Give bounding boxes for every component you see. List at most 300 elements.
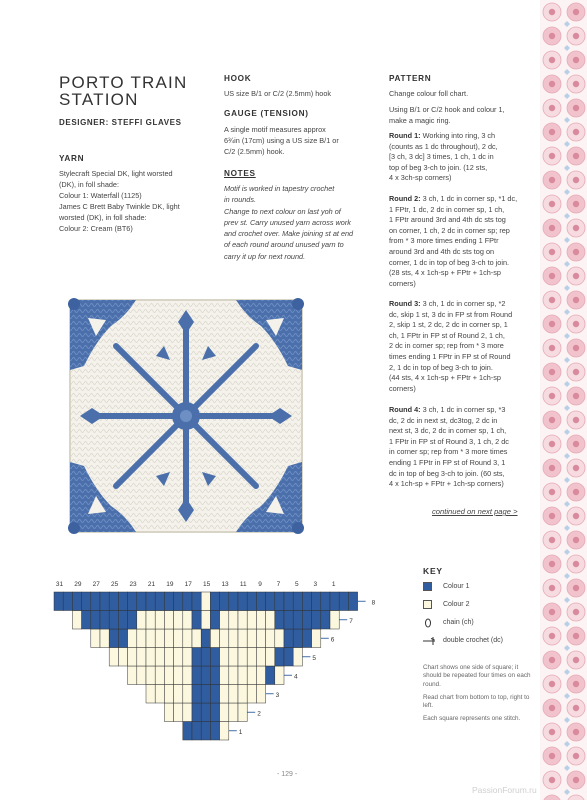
border-diamond <box>564 165 570 171</box>
yarn-line: Stylecraft Special DK, light worsted <box>59 169 173 178</box>
chart-cell <box>118 648 127 667</box>
chart-cell <box>220 611 229 630</box>
chart-cell <box>201 685 210 704</box>
row-number: 1 <box>238 728 243 736</box>
chart-cell <box>174 703 183 722</box>
yarn-line: James C Brett Baby Twinkle DK, light <box>59 202 180 211</box>
border-flower-center <box>549 321 555 327</box>
chart-cell <box>137 629 146 648</box>
border-diamond <box>564 597 570 603</box>
chart-cell <box>229 611 238 630</box>
chart-cell <box>339 592 348 611</box>
border-flower-center <box>549 561 555 567</box>
chart-cell <box>210 666 219 685</box>
round-line: 2, skip 1 st, 2 dc, 2 dc in corner sp, 1 <box>389 320 508 330</box>
border-diamond <box>564 309 570 315</box>
border-flower-center <box>573 153 579 159</box>
border-flower-center <box>573 633 579 639</box>
chart-cell <box>137 648 146 667</box>
chart-cell <box>284 592 293 611</box>
chart-cell <box>146 611 155 630</box>
round-line: dc in top of beg 3-ch to join. (60 sts, <box>389 468 505 478</box>
pattern-intro-line: make a magic ring. <box>389 116 451 125</box>
border-diamond <box>564 453 570 459</box>
chart-cell <box>210 592 219 611</box>
border-flower-center <box>573 609 579 615</box>
chart-cell <box>155 648 164 667</box>
gauge-text <box>224 124 384 157</box>
chart-cell <box>238 648 247 667</box>
round-line: around 3rd and 4th dc sts tog on <box>389 246 495 256</box>
chart-cell <box>118 629 127 648</box>
chart-cell <box>293 648 302 667</box>
chart-cell <box>137 611 146 630</box>
round-line: [3 ch, 3 dc] 3 times, 1 ch, 1 dc in <box>389 152 494 162</box>
yarn-text <box>59 168 219 234</box>
chart-cell <box>229 685 238 704</box>
border-flower-center <box>573 441 579 447</box>
round-line: in corner sp; rep from * 3 more times <box>389 447 508 457</box>
chart-cell <box>293 611 302 630</box>
border-diamond <box>564 765 570 771</box>
chart-cell <box>284 648 293 667</box>
border-flower-center <box>573 393 579 399</box>
border-flower-center <box>549 465 555 471</box>
border-flower-center <box>549 105 555 111</box>
chart-cell <box>330 592 339 611</box>
column-number: 25 <box>111 581 119 588</box>
chart-cell <box>63 592 72 611</box>
notes-line: Change to next colour on last yoh of <box>224 206 341 216</box>
chart-cell <box>256 666 265 685</box>
chart-cell <box>210 611 219 630</box>
chart-cell <box>192 703 201 722</box>
chart-cell <box>146 592 155 611</box>
border-diamond <box>564 237 570 243</box>
border-flower-center <box>549 369 555 375</box>
key-label: Colour 1 <box>443 583 470 590</box>
border-flower-center <box>573 561 579 567</box>
notes-line: carry it up for next round. <box>224 251 306 261</box>
chart-cell <box>54 592 63 611</box>
chart-cell <box>183 592 192 611</box>
chart-cell <box>210 685 219 704</box>
round-label: Round 2: <box>389 194 421 203</box>
chart-cell <box>100 592 109 611</box>
chain-icon <box>424 618 432 628</box>
chart-cell <box>220 629 229 648</box>
border-flower-center <box>549 201 555 207</box>
chart-cell <box>128 592 137 611</box>
round-line: 2, 1 dc in top of beg 3-ch to join. <box>389 362 493 372</box>
border-flower-center <box>549 417 555 423</box>
border-flower-center <box>573 249 579 255</box>
chart-cell <box>201 722 210 741</box>
round-line: top of beg 3-ch to join. (12 sts, <box>389 162 488 172</box>
border-diamond <box>564 573 570 579</box>
border-flower-center <box>573 777 579 783</box>
chart-cell <box>109 629 118 648</box>
border-flower-center <box>549 585 555 591</box>
round-label: Round 1: <box>389 131 421 140</box>
chart-cell <box>229 629 238 648</box>
column-number: 31 <box>55 581 64 588</box>
chart-cell <box>109 592 118 611</box>
pattern-intro-line: Using B/1 or C/2 hook and colour 1, <box>389 105 505 114</box>
border-flower-center <box>549 33 555 39</box>
chart-cell <box>174 611 183 630</box>
chart-cell <box>201 648 210 667</box>
chart-cell <box>91 592 100 611</box>
title-line: PORTO TRAIN <box>59 73 188 92</box>
border-flower-center <box>573 273 579 279</box>
chart-cell <box>238 703 247 722</box>
border-diamond <box>564 141 570 147</box>
border-diamond <box>564 525 570 531</box>
border-flower-center <box>549 729 555 735</box>
border-diamond <box>564 261 570 267</box>
decorative-border <box>540 0 587 800</box>
border-flower-center <box>573 9 579 15</box>
border-flower-center <box>573 225 579 231</box>
border-flower-center <box>549 57 555 63</box>
notes-text <box>224 183 384 262</box>
row-number: 8 <box>371 599 376 607</box>
round-line: dc, skip 1 st, 3 dc in FP st from Round <box>389 309 513 319</box>
chart-cell <box>220 703 229 722</box>
border-flower-center <box>549 81 555 87</box>
round-line: ch, 1 FPtr in FP st of Round 2, 1 ch, <box>389 330 505 340</box>
border-flower-center <box>549 9 555 15</box>
round-line: dc, 2 dc in next st, dc3tog, 2 dc in <box>389 415 498 425</box>
round-3 <box>389 299 537 394</box>
border-flower-center <box>573 705 579 711</box>
border-flower-center <box>549 393 555 399</box>
key-label: chain (ch) <box>443 619 474 626</box>
chart-cell <box>91 611 100 630</box>
round-line: next st, 3 dc, 2 dc in corner sp, 1 ch, <box>389 426 507 436</box>
chart-cell <box>201 611 210 630</box>
border-flower-center <box>573 321 579 327</box>
chart-cell <box>220 592 229 611</box>
chart-cell <box>164 685 173 704</box>
border-flower-center <box>573 33 579 39</box>
border-flower-center <box>573 345 579 351</box>
chart-cell <box>192 611 201 630</box>
chart-cell <box>210 722 219 741</box>
chart-cell <box>247 666 256 685</box>
chart-cell <box>229 703 238 722</box>
chart-cell <box>183 703 192 722</box>
chart-cell <box>266 666 275 685</box>
column-number: 5 <box>295 581 299 588</box>
chart-cell <box>72 611 81 630</box>
round-line: 1 FPtr, 1 dc, 2 dc in corner sp, 1 ch, <box>389 204 505 214</box>
border-flower-center <box>549 153 555 159</box>
key-heading: KEY <box>423 566 443 576</box>
round-label: Round 4: <box>389 405 421 414</box>
chart-cell <box>312 611 321 630</box>
round-line: 3 ch, 1 dc in corner sp, *1 dc, <box>420 194 518 203</box>
chart-cell <box>146 648 155 667</box>
border-flower-center <box>573 753 579 759</box>
chart-cell <box>155 666 164 685</box>
border-diamond <box>564 285 570 291</box>
border-flower-center <box>549 705 555 711</box>
yarn-line: (DK), in foll shade: <box>59 180 120 189</box>
chart-cell <box>128 666 137 685</box>
border-flower-center <box>573 537 579 543</box>
chart-cell <box>91 629 100 648</box>
chart-cell <box>284 629 293 648</box>
border-flower-center <box>573 489 579 495</box>
chart-cell <box>155 592 164 611</box>
gauge-line: A single motif measures approx <box>224 125 326 134</box>
chart-cell <box>275 611 284 630</box>
chart-cell <box>275 666 284 685</box>
notes-line: in rounds. <box>224 195 257 205</box>
chart-cell <box>72 592 81 611</box>
chart-cell <box>192 629 201 648</box>
border-flower-center <box>549 177 555 183</box>
round-line: corners) <box>389 383 416 393</box>
chart-cell <box>330 611 339 630</box>
chart-cell <box>128 648 137 667</box>
chart-cell <box>164 592 173 611</box>
border-flower-center <box>573 105 579 111</box>
border-diamond <box>564 45 570 51</box>
round-line: (counts as 1 dc throughout), 2 dc, <box>389 141 498 151</box>
chart-cell <box>192 685 201 704</box>
continued-link[interactable]: continued on next page > <box>432 507 518 516</box>
border-diamond <box>564 333 570 339</box>
chart-cell <box>201 629 210 648</box>
round-line: 2 dc in corner sp; rep from * 3 more <box>389 341 504 351</box>
chart-cell <box>238 666 247 685</box>
chart-cell <box>100 611 109 630</box>
round-2 <box>389 194 537 289</box>
round-line: Working into ring, 3 ch <box>420 131 496 140</box>
border-flower-center <box>549 537 555 543</box>
border-flower <box>543 795 561 800</box>
border-flower-center <box>573 681 579 687</box>
chart-cell <box>210 703 219 722</box>
border-diamond <box>564 741 570 747</box>
colour-1-swatch <box>423 582 432 591</box>
stitch-chart <box>40 574 380 744</box>
chart-cell <box>109 648 118 667</box>
chart-cell <box>312 592 321 611</box>
border-flower-center <box>573 297 579 303</box>
border-flower-center <box>573 465 579 471</box>
chart-cell <box>174 685 183 704</box>
border-diamond <box>564 93 570 99</box>
chart-cell <box>183 629 192 648</box>
crochet-square-photo <box>66 296 306 541</box>
notes-line: and crochet over. Make joining st at end <box>224 229 354 239</box>
chart-cell <box>348 592 357 611</box>
yarn-line: Colour 2: Cream (BT6) <box>59 224 133 233</box>
gauge-line: 6¾in (17cm) using a US size B/1 or <box>224 136 339 145</box>
chart-cell <box>220 685 229 704</box>
colour-2-swatch <box>423 600 432 609</box>
border-flower-center <box>549 489 555 495</box>
row-number: 7 <box>349 617 353 625</box>
chart-cell <box>118 592 127 611</box>
border-flower-center <box>573 729 579 735</box>
chart-cell <box>174 592 183 611</box>
round-line: 3 ch, 1 dc in corner sp, *2 <box>420 299 506 308</box>
round-line: on corner, 1 ch, 2 dc in corner sp; rep <box>389 225 510 235</box>
chart-cell <box>164 611 173 630</box>
page-number: - 129 - <box>277 771 298 778</box>
chart-cell <box>183 666 192 685</box>
border-diamond <box>564 669 570 675</box>
border-flower-center <box>549 777 555 783</box>
pattern-intro-1: Change colour foll chart. <box>389 89 469 98</box>
chart-cell <box>256 592 265 611</box>
chart-cell <box>146 685 155 704</box>
border-flower <box>567 795 585 800</box>
chart-cell <box>82 592 91 611</box>
chart-cell <box>155 629 164 648</box>
column-number: 19 <box>166 581 174 588</box>
chart-cell <box>238 629 247 648</box>
chart-cell <box>266 592 275 611</box>
chart-cell <box>210 629 219 648</box>
column-number: 1 <box>331 581 336 588</box>
chart-cell <box>266 629 275 648</box>
chart-cell <box>210 648 219 667</box>
chart-cell <box>302 611 311 630</box>
chart-cell <box>183 648 192 667</box>
chart-cell <box>201 592 210 611</box>
page-title <box>59 74 209 108</box>
border-flower-center <box>549 441 555 447</box>
chart-cell <box>118 611 127 630</box>
yarn-line: worsted (DK), in foll shade: <box>59 213 147 222</box>
chart-cell <box>146 629 155 648</box>
border-flower-center <box>549 249 555 255</box>
border-flower-center <box>573 369 579 375</box>
round-line: 4 x 3ch-sp corners) <box>389 173 452 183</box>
row-number: 3 <box>275 691 280 699</box>
pattern-heading: PATTERN <box>389 74 432 83</box>
border-flower-center <box>573 129 579 135</box>
border-flower-center <box>549 681 555 687</box>
chart-cell <box>192 648 201 667</box>
chart-cell <box>220 722 229 741</box>
round-line: times ending 1 FPtr in FP st of Round <box>389 351 511 361</box>
border-diamond <box>564 429 570 435</box>
chart-cell <box>201 666 210 685</box>
chart-cell <box>275 629 284 648</box>
border-diamond <box>564 357 570 363</box>
round-label: Round 3: <box>389 299 421 308</box>
key-note-3: Each square represents one stitch. <box>423 715 521 722</box>
round-line: corner, 1 dc in top of beg 3-ch to join. <box>389 257 510 267</box>
yarn-heading: YARN <box>59 154 85 163</box>
border-diamond <box>564 69 570 75</box>
chart-cell <box>183 722 192 741</box>
gauge-heading: GAUGE (TENSION) <box>224 109 309 118</box>
chart-cell <box>275 592 284 611</box>
chart-cell <box>247 648 256 667</box>
column-number: 13 <box>221 581 229 588</box>
chart-cell <box>183 611 192 630</box>
chart-cell <box>302 629 311 648</box>
chart-cell <box>238 592 247 611</box>
row-number: 5 <box>312 654 317 662</box>
key-note-2: Read chart from bottom to top, right to left. <box>423 694 530 710</box>
border-flower-center <box>573 57 579 63</box>
chart-cell <box>192 722 201 741</box>
round-line: from * 3 more times ending 1 FPtr <box>389 236 499 246</box>
round-line: corners) <box>389 278 416 288</box>
chart-cell <box>174 666 183 685</box>
chart-cell <box>238 685 247 704</box>
chart-cell <box>321 592 330 611</box>
chart-cell <box>256 685 265 704</box>
chart-cell <box>247 592 256 611</box>
chart-cell <box>128 629 137 648</box>
border-diamond <box>564 381 570 387</box>
round-line: 4 x 1ch-sp + FPtr + 1ch-sp corners) <box>389 479 504 489</box>
chart-cell <box>275 648 284 667</box>
border-diamond <box>564 213 570 219</box>
column-number: 23 <box>129 581 137 588</box>
notes-line: of each round around unused yarn to <box>224 240 344 250</box>
notes-heading: NOTES <box>224 169 256 178</box>
chart-cell <box>220 648 229 667</box>
chart-cell <box>220 666 229 685</box>
chart-cell <box>174 648 183 667</box>
border-diamond <box>564 789 570 795</box>
chart-cell <box>155 685 164 704</box>
chart-cell <box>229 666 238 685</box>
round-4 <box>389 405 537 490</box>
chart-cell <box>247 685 256 704</box>
chart-cell <box>284 611 293 630</box>
round-line: ending 1 FPtr in FP st of Round 3, 1 <box>389 457 506 467</box>
border-flower-center <box>573 585 579 591</box>
border-flower-center <box>573 81 579 87</box>
border-flower-center <box>549 129 555 135</box>
chart-cell <box>238 611 247 630</box>
border-flower-center <box>573 201 579 207</box>
border-flower-center <box>549 297 555 303</box>
border-diamond <box>564 645 570 651</box>
chart-cell <box>229 648 238 667</box>
chart-cell <box>256 611 265 630</box>
key-note-1: Chart shows one side of square; it should be repeated four times on each round. <box>423 664 531 688</box>
border-flower-center <box>573 177 579 183</box>
column-number: 21 <box>147 581 156 588</box>
column-number: 9 <box>258 581 262 588</box>
designer-credit: DESIGNER: STEFFI GLAVES <box>59 118 182 127</box>
border-flower-center <box>549 633 555 639</box>
border-flower-center <box>573 513 579 519</box>
chart-cell <box>82 611 91 630</box>
round-line: (28 sts, 4 x 1ch-sp + FPtr + 1ch-sp <box>389 268 501 278</box>
round-1 <box>389 131 537 184</box>
pattern-intro-2 <box>389 104 539 126</box>
round-line: (44 sts, 4 x 1ch-sp + FPtr + 1ch-sp <box>389 373 501 383</box>
notes-line: prev st. Carry unused yarn across work <box>224 217 351 227</box>
hook-heading: HOOK <box>224 74 252 83</box>
round-line: 1 FPtr around 3rd and 4th dc sts tog <box>389 215 506 225</box>
key-label: double crochet (dc) <box>443 637 503 644</box>
